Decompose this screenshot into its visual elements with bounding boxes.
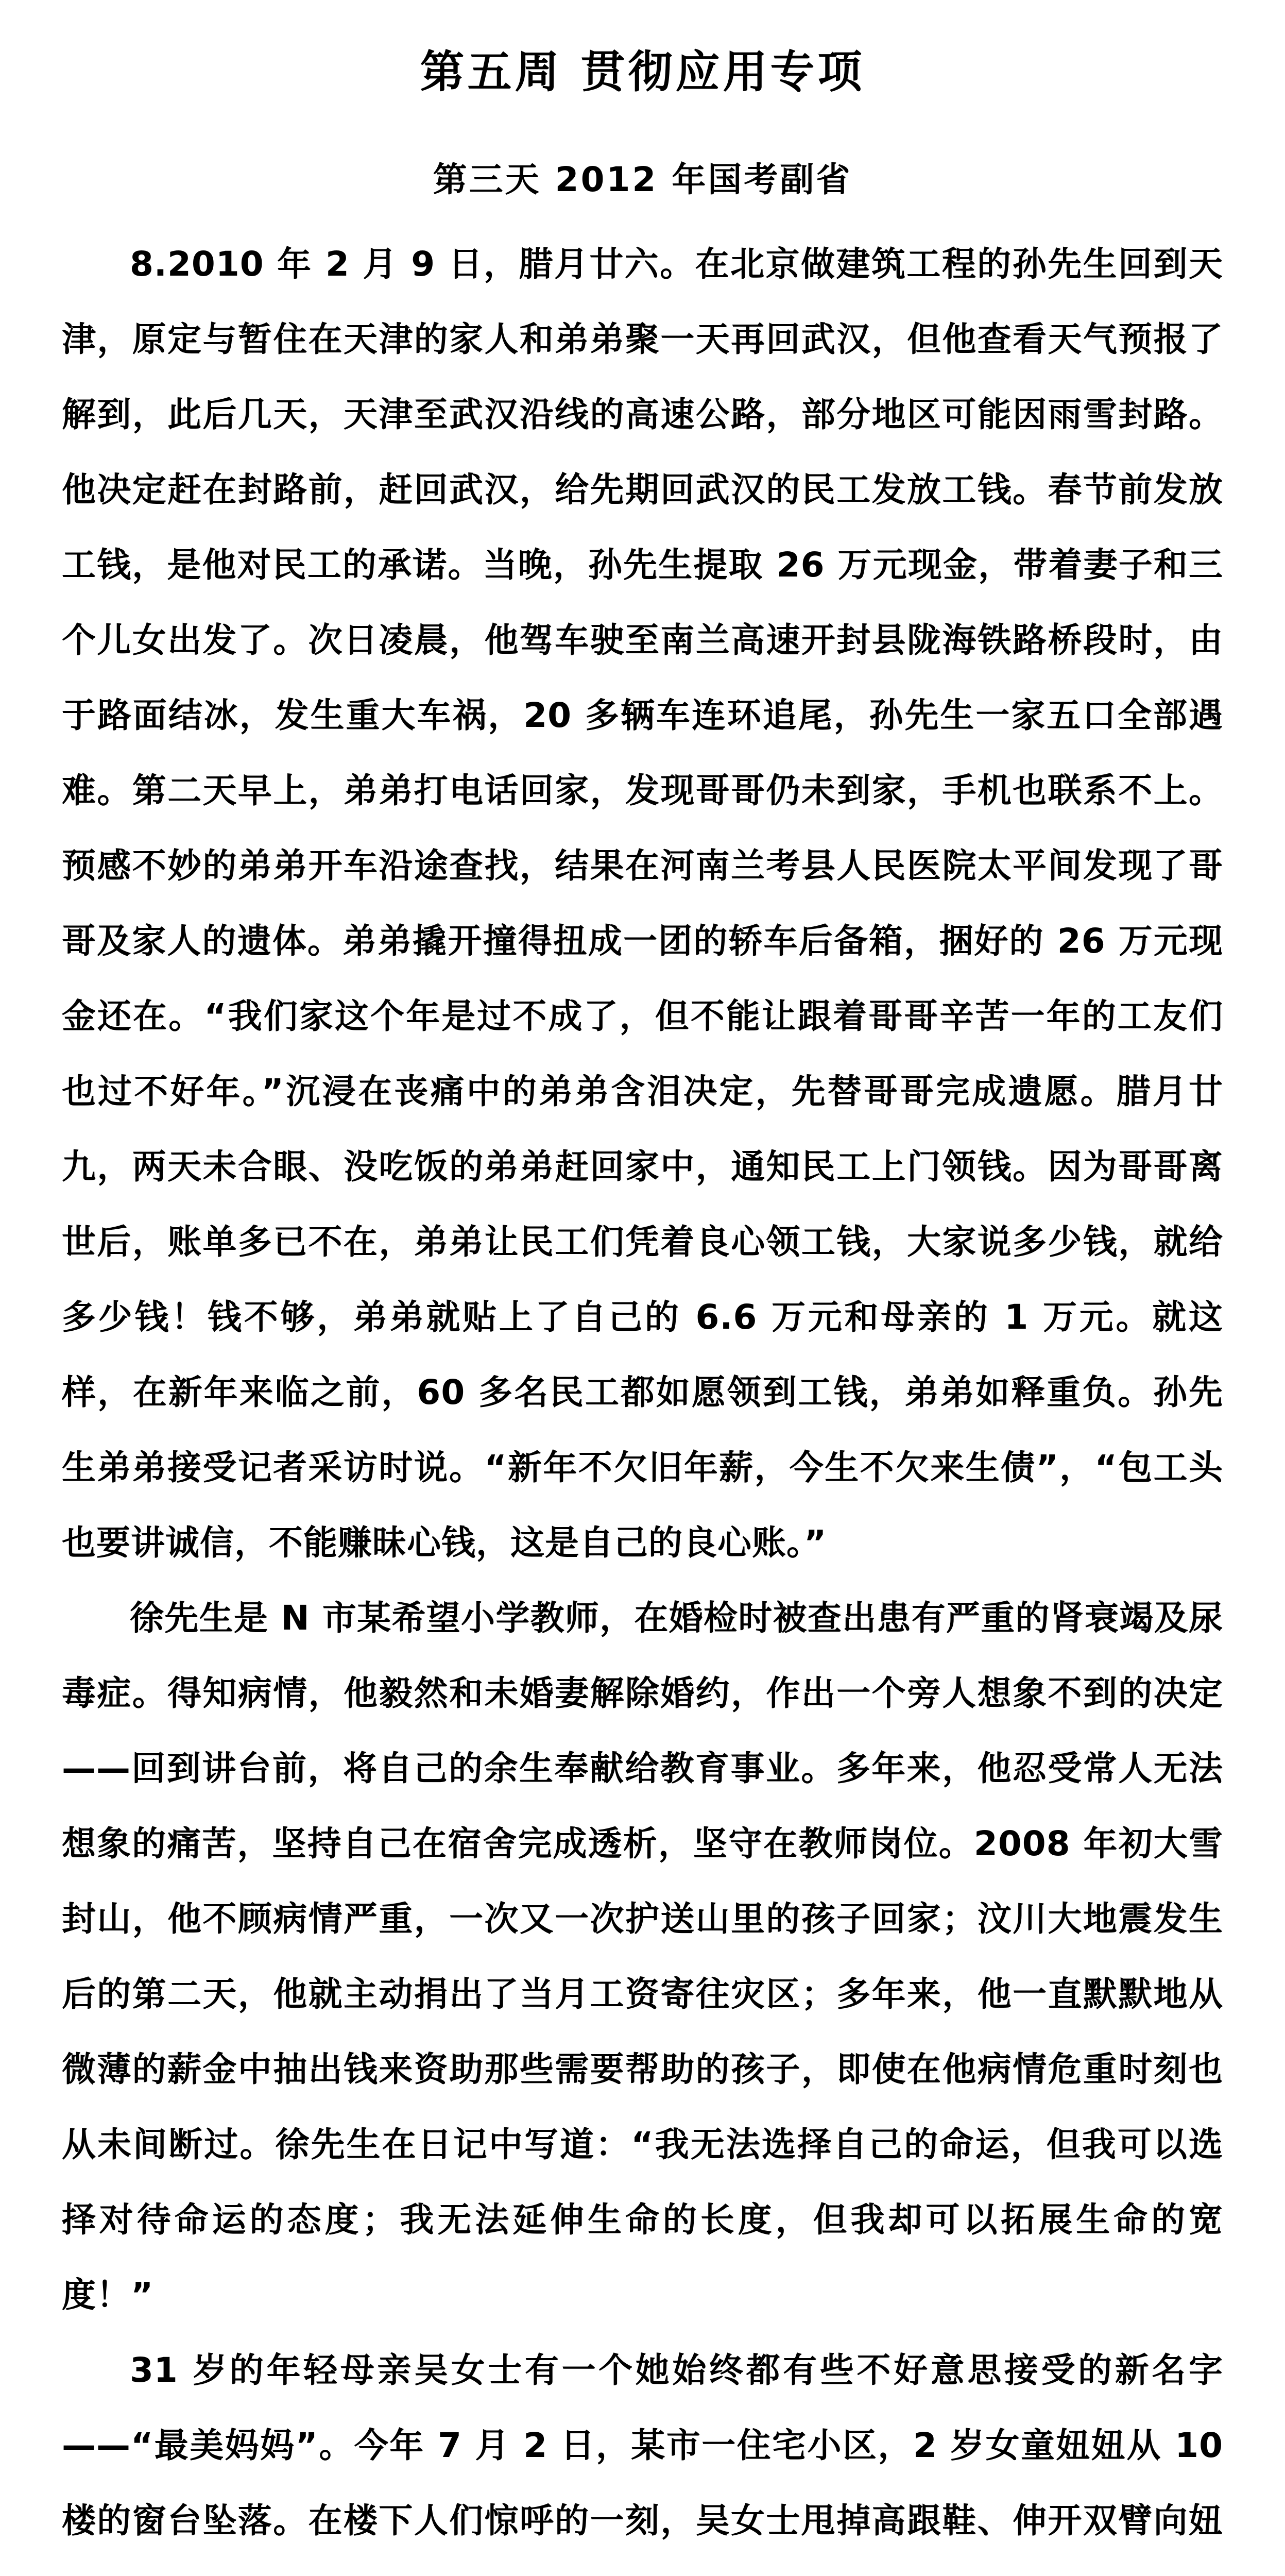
document-body xyxy=(62,227,1223,2576)
material-paragraph-3: 31 岁的年轻母亲吴女士有一个她始终都有些不好意思接受的新名字——“最美妈妈”。今年 7 月 2 日，某市一住宅小区，2 岁女童妞妞从 10 楼的窗台坠落。在楼下人们惊呼的一刻，吴女士甩掉高跟鞋、伸开双臂向妞 xyxy=(62,2350,1223,2540)
material-paragraph-1: 8.2010 年 2 月 9 日，腊月廿六。在北京做建筑工程的孙先生回到天津，原定与暂住在天津的家人和弟弟聚一天再回武汉，但他查看天气预报了解到，此后几天，天津至武汉沿线的高速公路，部分地区可能因雨雪封路。他决定赶在封路前，赶回武汉，给先期回武汉的民工发放工钱。春节前发放工钱，是他对民工的承诺。当晚，孙先生提取 26 万元现金，带着妻子和三个儿女出发了。次日凌晨，他驾车驶至南兰高速开封县陇海铁路桥段时，由于路面结冰，发生重大车祸，20 多辆车连环追尾，孙先生一家五口全部遇难。第二天早上，弟弟打电话回家，发现哥哥仍未到家，手机也联系不上。预感不妙的弟弟开车沿途查找，结果在河南兰考县人民医院太平间发现了哥哥及家人的遗体。弟弟撬开撞得扭成一团的轿车后备箱，捆好的 26 万元现金还在。“我们家这个年是过不成了，但不能让跟着哥哥辛苦一年的工友们也过不好年。”沉浸在丧痛中的弟弟含泪决定，先替哥哥完成遗愿。腊月廿九，两天未合眼、没吃饭的弟弟赶回家中，通知民工上门领钱。因为哥哥离世后，账单多已不在，弟弟让民工们凭着良心领工钱，大家说多少钱，就给多少钱！钱不够，弟弟就贴上了自己的 6.6 万元和母亲的 1 万元。就这样，在新年来临之前，60 多名民工都如愿领到工钱，弟弟如释重负。孙先生弟弟接受记者采访时说。“新年不欠旧年薪，今生不欠来生债”，“包工头也要讲诚信，不能赚昧心钱，这是自己的良心账。” xyxy=(62,244,1223,1563)
material-paragraph-2: 徐先生是 N 市某希望小学教师，在婚检时被查出患有严重的肾衰竭及尿毒症。得知病情，他毅然和未婚妻解除婚约，作出一个旁人想象不到的决定——回到讲台前，将自己的余生奉献给教育事业。多年来，他忍受常人无法想象的痛苦，坚持自己在宿舍完成透析，坚守在教师岗位。2008 年初大雪封山，他不顾病情严重，一次又一次护送山里的孩子回家；汶川大地震发生后的第二天，他就主动捐出了当月工资寄往灾区；多年来，他一直默默地从微薄的薪金中抽出钱来资助那些需要帮助的孩子，即使在他病情危重时刻也从未间断过。徐先生在日记中写道：“我无法选择自己的命运，但我可以选择对待命运的态度；我无法延伸生命的长度，但我却可以拓展生命的宽度！” xyxy=(62,1598,1223,2315)
page-title: 第五周 贯彻应用专项 xyxy=(420,46,865,98)
page-subtitle: 第三天 2012 年国考副省 xyxy=(433,160,852,199)
